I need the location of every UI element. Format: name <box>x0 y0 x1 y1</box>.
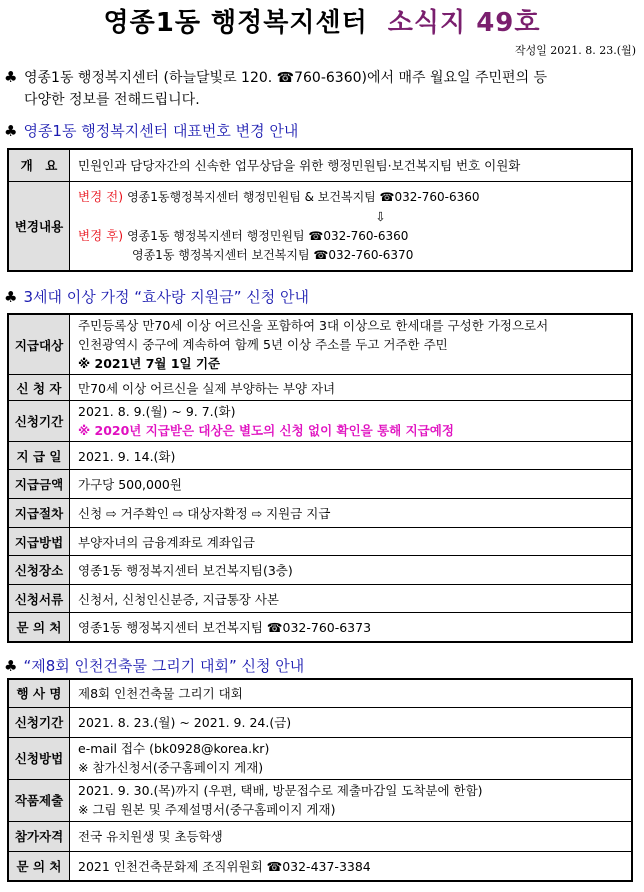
table-row <box>8 556 632 585</box>
row-label: 변경내용 <box>8 181 70 271</box>
row-value: 신청서, 신청인신분증, 지급통장 사본 <box>70 585 633 613</box>
section-title: 3세대 이상 가정 “효사랑 지원금” 신청 안내 <box>23 288 309 306</box>
row-label: 행 사 명 <box>8 679 70 707</box>
row-label: 신청장소 <box>8 556 70 585</box>
after-tag: 변경 후) <box>78 227 124 243</box>
row-line: 2021. 8. 9.(월) ~ 9. 7.(화) <box>78 404 236 419</box>
row-line: 주민등록상 만70세 이상 어르신을 포함하여 3대 이상으로 한세대를 구성한 가정으로서 <box>78 318 549 333</box>
issue-date: 작성일 2021. 8. 23.(월) <box>514 44 636 57</box>
table-row <box>8 149 632 181</box>
row-label: 문 의 처 <box>8 613 70 642</box>
row-line: e-mail 접수 (bk0928@korea.kr) <box>78 741 270 756</box>
table-row <box>8 851 632 881</box>
club-bullet-icon: ♣ <box>4 657 18 675</box>
row-value: 부양자녀의 금융계좌로 계좌입금 <box>70 528 633 556</box>
table-row <box>8 470 632 499</box>
row-line: 2021. 9. 30.(목)까지 (우편, 택배, 방문접수로 제출마감일 도착분에 한함) <box>78 783 483 798</box>
section-title: 영종1동 행정복지센터 대표번호 변경 안내 <box>23 122 299 140</box>
after-value-2: 영종1동 행정복지센터 보건복지팀 ☎032-760-6370 <box>132 247 414 262</box>
before-tag: 변경 전) <box>78 188 124 204</box>
table-row <box>8 679 632 707</box>
row-label: 지급대상 <box>8 314 70 375</box>
row-value: 가구당 500,000원 <box>70 470 633 499</box>
row-value: 2021. 8. 23.(월) ~ 2021. 9. 24.(금) <box>70 707 633 737</box>
row-value: 영종1동 행정복지센터 보건복지팀 ☎032-760-6373 <box>70 613 633 642</box>
section-heading <box>4 286 309 307</box>
row-label: 개 요 <box>8 149 70 181</box>
info-table <box>7 148 633 272</box>
table-row <box>8 707 632 737</box>
row-label: 작품제출 <box>8 779 70 821</box>
club-bullet-icon: ♣ <box>4 288 18 306</box>
row-value <box>70 737 633 779</box>
row-value: 제8회 인천건축물 그리기 대회 <box>70 679 633 707</box>
row-label: 신청기간 <box>8 707 70 737</box>
title-main: 영종1동 행정복지센터 <box>103 8 368 38</box>
row-note: ※ 참가신청서(중구홈페이지 게재) <box>78 760 264 775</box>
section-heading <box>4 655 304 676</box>
table-row <box>8 401 632 442</box>
table-row <box>8 737 632 779</box>
after-value-1: 영종1동 행정복지센터 행정민원팀 ☎032-760-6360 <box>127 228 409 243</box>
row-label: 신청방법 <box>8 737 70 779</box>
row-label: 지 급 일 <box>8 442 70 470</box>
section-title: “제8회 인천건축물 그리기 대회” 신청 안내 <box>23 657 305 675</box>
table-row <box>8 375 632 401</box>
row-value <box>70 779 633 821</box>
row-value <box>70 181 633 271</box>
page-title <box>0 2 644 39</box>
row-value: 신청 ⇨ 거주확인 ⇨ 대상자확정 ⇨ 지원금 지급 <box>70 499 633 528</box>
intro-line-1: 영종1동 행정복지센터 (하늘달빛로 120. ☎760-6360)에서 매주 월요일 주민편의 등 <box>24 70 548 86</box>
row-value <box>70 314 633 375</box>
section-heading <box>4 120 298 141</box>
title-accent: 소식지 49호 <box>387 8 541 38</box>
row-value: 2021. 9. 14.(화) <box>70 442 633 470</box>
table-row <box>8 613 632 642</box>
intro-line-2: 다양한 정보를 전해드립니다. <box>24 92 200 108</box>
club-bullet-icon: ♣ <box>4 122 18 140</box>
row-note: ※ 2020년 지급받은 대상은 별도의 신청 없이 확인을 통해 지급예정 <box>78 423 454 438</box>
row-value: 영종1동 행정복지센터 보건복지팀(3층) <box>70 556 633 585</box>
row-line: 인천광역시 중구에 계속하여 함께 5년 이상 주소를 두고 거주한 주민 <box>78 337 448 352</box>
row-label: 지급방법 <box>8 528 70 556</box>
row-label: 참가자격 <box>8 821 70 851</box>
row-value: 2021 인천건축문화제 조직위원회 ☎032-437-3384 <box>70 851 633 881</box>
row-label: 지급절차 <box>8 499 70 528</box>
table-row <box>8 779 632 821</box>
row-label: 신청기간 <box>8 401 70 442</box>
row-note: ※ 그림 원본 및 주제설명서(중구홈페이지 게재) <box>78 802 336 817</box>
info-table <box>7 678 633 882</box>
before-value: 영종1동행정복지센터 행정민원팀 & 보건복지팀 ☎032-760-6360 <box>127 189 480 204</box>
row-value: 만70세 이상 어르신을 실제 부양하는 부양 자녀 <box>70 375 633 401</box>
row-value <box>70 401 633 442</box>
row-value: 민원인과 담당자간의 신속한 업무상담을 위한 행정민원팀·보건복지팀 번호 이원화 <box>70 149 633 181</box>
row-label: 문 의 처 <box>8 851 70 881</box>
row-label: 신청서류 <box>8 585 70 613</box>
row-value: 전국 유치원생 및 초등학생 <box>70 821 633 851</box>
club-bullet-icon: ♣ <box>4 68 18 86</box>
intro-paragraph <box>4 66 636 111</box>
table-row <box>8 181 632 271</box>
table-row <box>8 442 632 470</box>
down-arrow-icon: ⇩ <box>375 208 386 224</box>
table-row <box>8 821 632 851</box>
table-row <box>8 314 632 375</box>
table-row <box>8 528 632 556</box>
row-label: 신 청 자 <box>8 375 70 401</box>
row-label: 지급금액 <box>8 470 70 499</box>
row-note: ※ 2021년 7월 1일 기준 <box>78 356 221 371</box>
info-table <box>7 313 633 643</box>
table-row <box>8 499 632 528</box>
table-row <box>8 585 632 613</box>
